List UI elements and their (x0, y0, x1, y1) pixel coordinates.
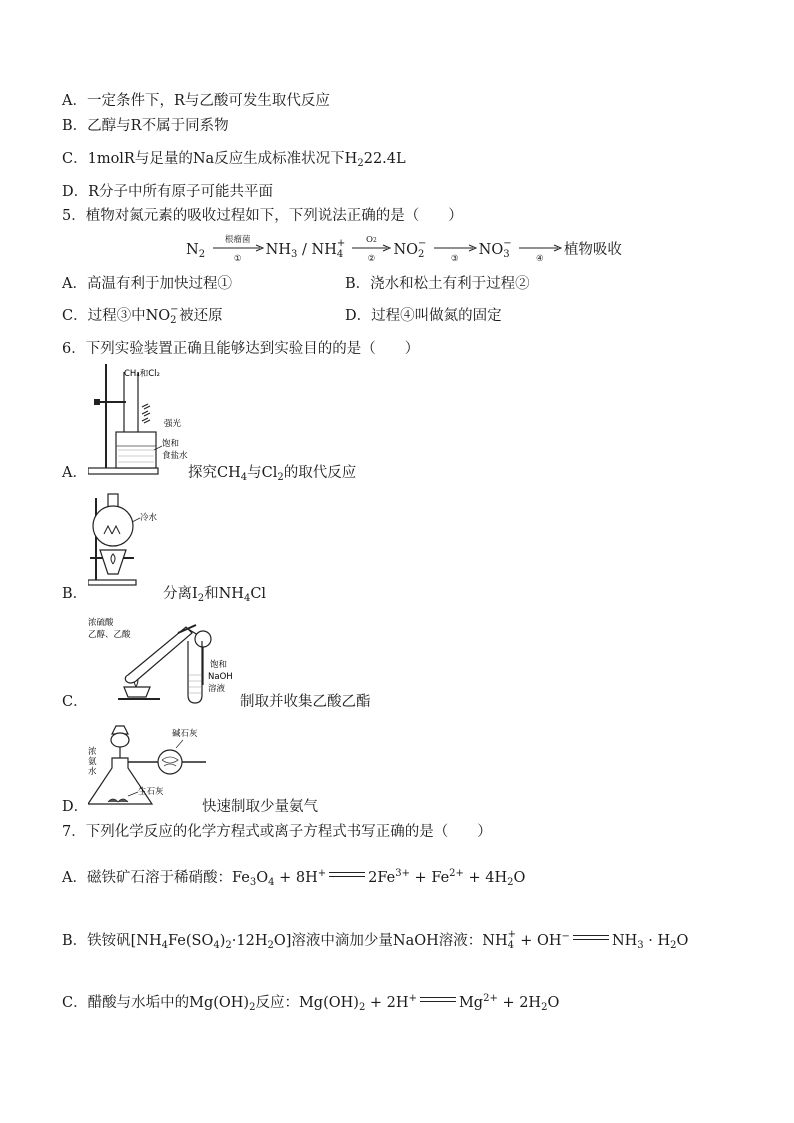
fig-6d-lime: 碱石灰 (172, 729, 198, 739)
q6-b-pre: 分离I (163, 586, 198, 602)
q6-a-post: 的取代反应 (283, 465, 357, 481)
n2: N (186, 242, 199, 258)
fig-6d-bot: 水 (88, 767, 97, 777)
q7-b-mid4: O]溶液中滴加少量NaOH溶液： (273, 933, 483, 949)
q7-b-s2b: 2 (267, 940, 274, 951)
q7-b-mid2: ) (219, 933, 226, 949)
fig-6a-sol1: 饱和 (162, 439, 180, 449)
q4-option-a: A．一定条件下，R与乙酸可发生取代反应 (62, 93, 330, 109)
q6-option-d-label: D． (62, 799, 89, 815)
eq-a-plus2: + Fe (409, 870, 450, 886)
q4-c-sub: 2 (357, 158, 364, 169)
q5-scheme (186, 235, 622, 264)
eq-b-o: O (676, 933, 689, 949)
q6-a-pre: 探究CH (188, 465, 241, 481)
eq-b-dot: · H (643, 933, 671, 949)
q5-c-sub: 2 (170, 315, 177, 326)
fig-6c-l1: 浓硫酸 (88, 618, 114, 628)
arrow-2-bottom: ② (367, 254, 376, 264)
slash: / (297, 242, 312, 258)
arrow-2 (351, 235, 391, 264)
fig-6a-light-label: 强光 (164, 419, 182, 429)
eq-a-s4: 4 (268, 877, 275, 888)
arrow-3-bottom: ③ (450, 254, 459, 264)
fig-6a-sol2: 食盐水 (162, 451, 188, 461)
n2-sub: 2 (198, 249, 206, 260)
q7-c-s2: 2 (249, 1002, 256, 1013)
q6-b-sub1: 2 (197, 593, 205, 604)
eq-c-plus: + 2H (365, 995, 409, 1011)
fig-6b-apparatus (88, 490, 168, 594)
arrow-2-top-sub: 2 (373, 237, 377, 244)
q4-c-post: 22.4L (363, 151, 406, 167)
equals-sign (329, 872, 365, 880)
eq-c-rhs: Mg (458, 995, 484, 1011)
q7-option-b (62, 928, 688, 955)
q6-b-post: Cl (250, 586, 267, 602)
q6-option-c-text: 制取并收集乙酸乙酯 (240, 694, 371, 710)
q7-stem: 7．下列化学反应的化学方程式或离子方程式书写正确的是（ ） (62, 824, 492, 840)
q6-option-a-text (188, 464, 356, 487)
q6-option-b-text (163, 585, 266, 608)
eq-b-rhs: NH (611, 933, 638, 949)
eq-b-sp: + (507, 929, 517, 940)
eq-a-h2: 2 (507, 877, 514, 888)
q6-b-sub2: 4 (243, 593, 251, 604)
eq-b-s2: 2 (670, 940, 677, 951)
q7-c-pre: C．醋酸与水垢中的Mg(OH) (62, 995, 250, 1011)
q5-c-post: 被还原 (179, 308, 223, 324)
arrow-1-top: 根瘤菌 (224, 235, 251, 245)
no3-sup: − (503, 238, 512, 249)
fig-6d-apparatus (88, 718, 213, 814)
eq-a-o: O (256, 870, 269, 886)
q7-option-a (62, 865, 525, 892)
eq-b-s3: 3 (637, 940, 644, 951)
arrow-4-bottom: ④ (536, 254, 544, 264)
fig-6c-r3: 溶液 (208, 684, 226, 694)
fig-6c-r2: NaOH (208, 672, 233, 682)
arrow-1-bottom: ① (233, 254, 242, 264)
eq-c-hp: + (408, 993, 417, 1004)
no2-sub: 2 (418, 249, 425, 260)
q7-c-mid: 反应： (255, 995, 299, 1011)
eq-a-fe3: 3+ (395, 868, 410, 879)
q5-c-sup: − (170, 304, 179, 315)
q5-option-b: B．浇水和松土有利于过程② (345, 276, 530, 292)
nh4: NH (311, 242, 337, 258)
eq-a-fe2: 2+ (449, 868, 464, 879)
eq-c-plus2: + 2H (497, 995, 542, 1011)
q4-option-b: B．乙醇与R不属于同系物 (62, 118, 229, 134)
fig-6d-quick: 生石灰 (138, 787, 164, 797)
eq-b-plus: + OH (515, 933, 562, 949)
q5-option-a: A．高温有利于加快过程① (62, 276, 232, 292)
fig-6c-apparatus (88, 615, 243, 711)
q4-option-d: D．R分子中所有原子可能共平面 (62, 184, 274, 200)
fig-6c-l2: 乙醇、乙酸 (88, 630, 131, 640)
arrow-3 (433, 240, 477, 264)
fig-6d-mid: 氨 (88, 757, 97, 767)
plant-absorb: 植物吸收 (563, 242, 622, 258)
no3: NO (478, 242, 504, 258)
q4-c-pre: C．1molR与足量的Na反应生成标准状况下H (62, 151, 358, 167)
nh3-sub: 3 (291, 249, 298, 260)
equals-sign (420, 997, 456, 1005)
eq-c-o: O (547, 995, 560, 1011)
q5-c-pre: C．过程③中NO (62, 308, 171, 324)
q7-a-pre: A．磁铁矿石溶于稀硝酸： (62, 870, 232, 886)
equals-sign (573, 935, 609, 943)
q6-option-b-label: B． (62, 586, 88, 602)
q6-b-mid: 和NH (204, 586, 244, 602)
nh4-sup: + (336, 238, 346, 249)
eq-c-mg: 2+ (483, 993, 498, 1004)
no3-sub: 3 (503, 249, 510, 260)
eq-a-hplus: + (317, 868, 327, 879)
q6-stem: 6．下列实验装置正确且能够达到实验目的的是（ ） (62, 341, 420, 357)
q7-b-mid3: ·12H (231, 933, 268, 949)
q5-option-c (62, 304, 223, 326)
no2-sup: − (418, 238, 427, 249)
arrow-2-top-text: O (366, 235, 374, 245)
q4-option-c (62, 150, 406, 173)
eq-a-fe: Fe (231, 870, 250, 886)
q7-b-mid1: Fe(SO (168, 933, 214, 949)
fig-6a-gas-label: CH₄和Cl₂ (124, 369, 160, 379)
eq-c-s2b: 2 (541, 1002, 548, 1013)
q6-a-sub1: 4 (240, 472, 248, 483)
q5-option-d: D．过程④叫做氮的固定 (345, 308, 502, 324)
eq-a-o2: O (513, 870, 526, 886)
eq-a-s3: 3 (249, 877, 257, 888)
q7-option-c (62, 990, 559, 1017)
eq-a-plus1: + 8H (274, 870, 318, 886)
q6-a-mid: 与Cl (247, 465, 278, 481)
arrow-4 (518, 240, 562, 264)
eq-b-nh4: NH (482, 933, 508, 949)
q7-b-s2: 2 (225, 940, 232, 951)
eq-c-lhs: Mg(OH) (298, 995, 359, 1011)
nh3: NH (265, 242, 292, 258)
fig-6d-top: 浓 (88, 747, 97, 757)
no2: NO (393, 242, 419, 258)
eq-a-plus3: + 4H (463, 870, 508, 886)
eq-b-ohm: − (561, 931, 570, 942)
eq-a-rhs1: 2Fe (368, 870, 396, 886)
q6-option-c-label: C． (62, 694, 88, 710)
eq-c-s2: 2 (358, 1002, 366, 1013)
q6-option-a-label: A． (62, 465, 87, 481)
q6-a-sub2: 2 (277, 472, 284, 483)
q7-b-s4a: 4 (161, 940, 169, 951)
eq-b-s4: 4 (507, 940, 515, 951)
nh4-sub: 4 (336, 249, 344, 260)
q5-stem: 5．植物对氮元素的吸收过程如下，下列说法正确的是（ ） (62, 208, 463, 224)
fig-6b-water-label: 冷水 (140, 513, 158, 523)
q7-b-s4b: 4 (213, 940, 220, 951)
arrow-1 (212, 235, 264, 264)
q6-option-d-text: 快速制取少量氨气 (202, 799, 318, 815)
fig-6c-r1: 饱和 (210, 660, 228, 670)
q7-b-pre: B．铁铵矾[NH (62, 933, 162, 949)
